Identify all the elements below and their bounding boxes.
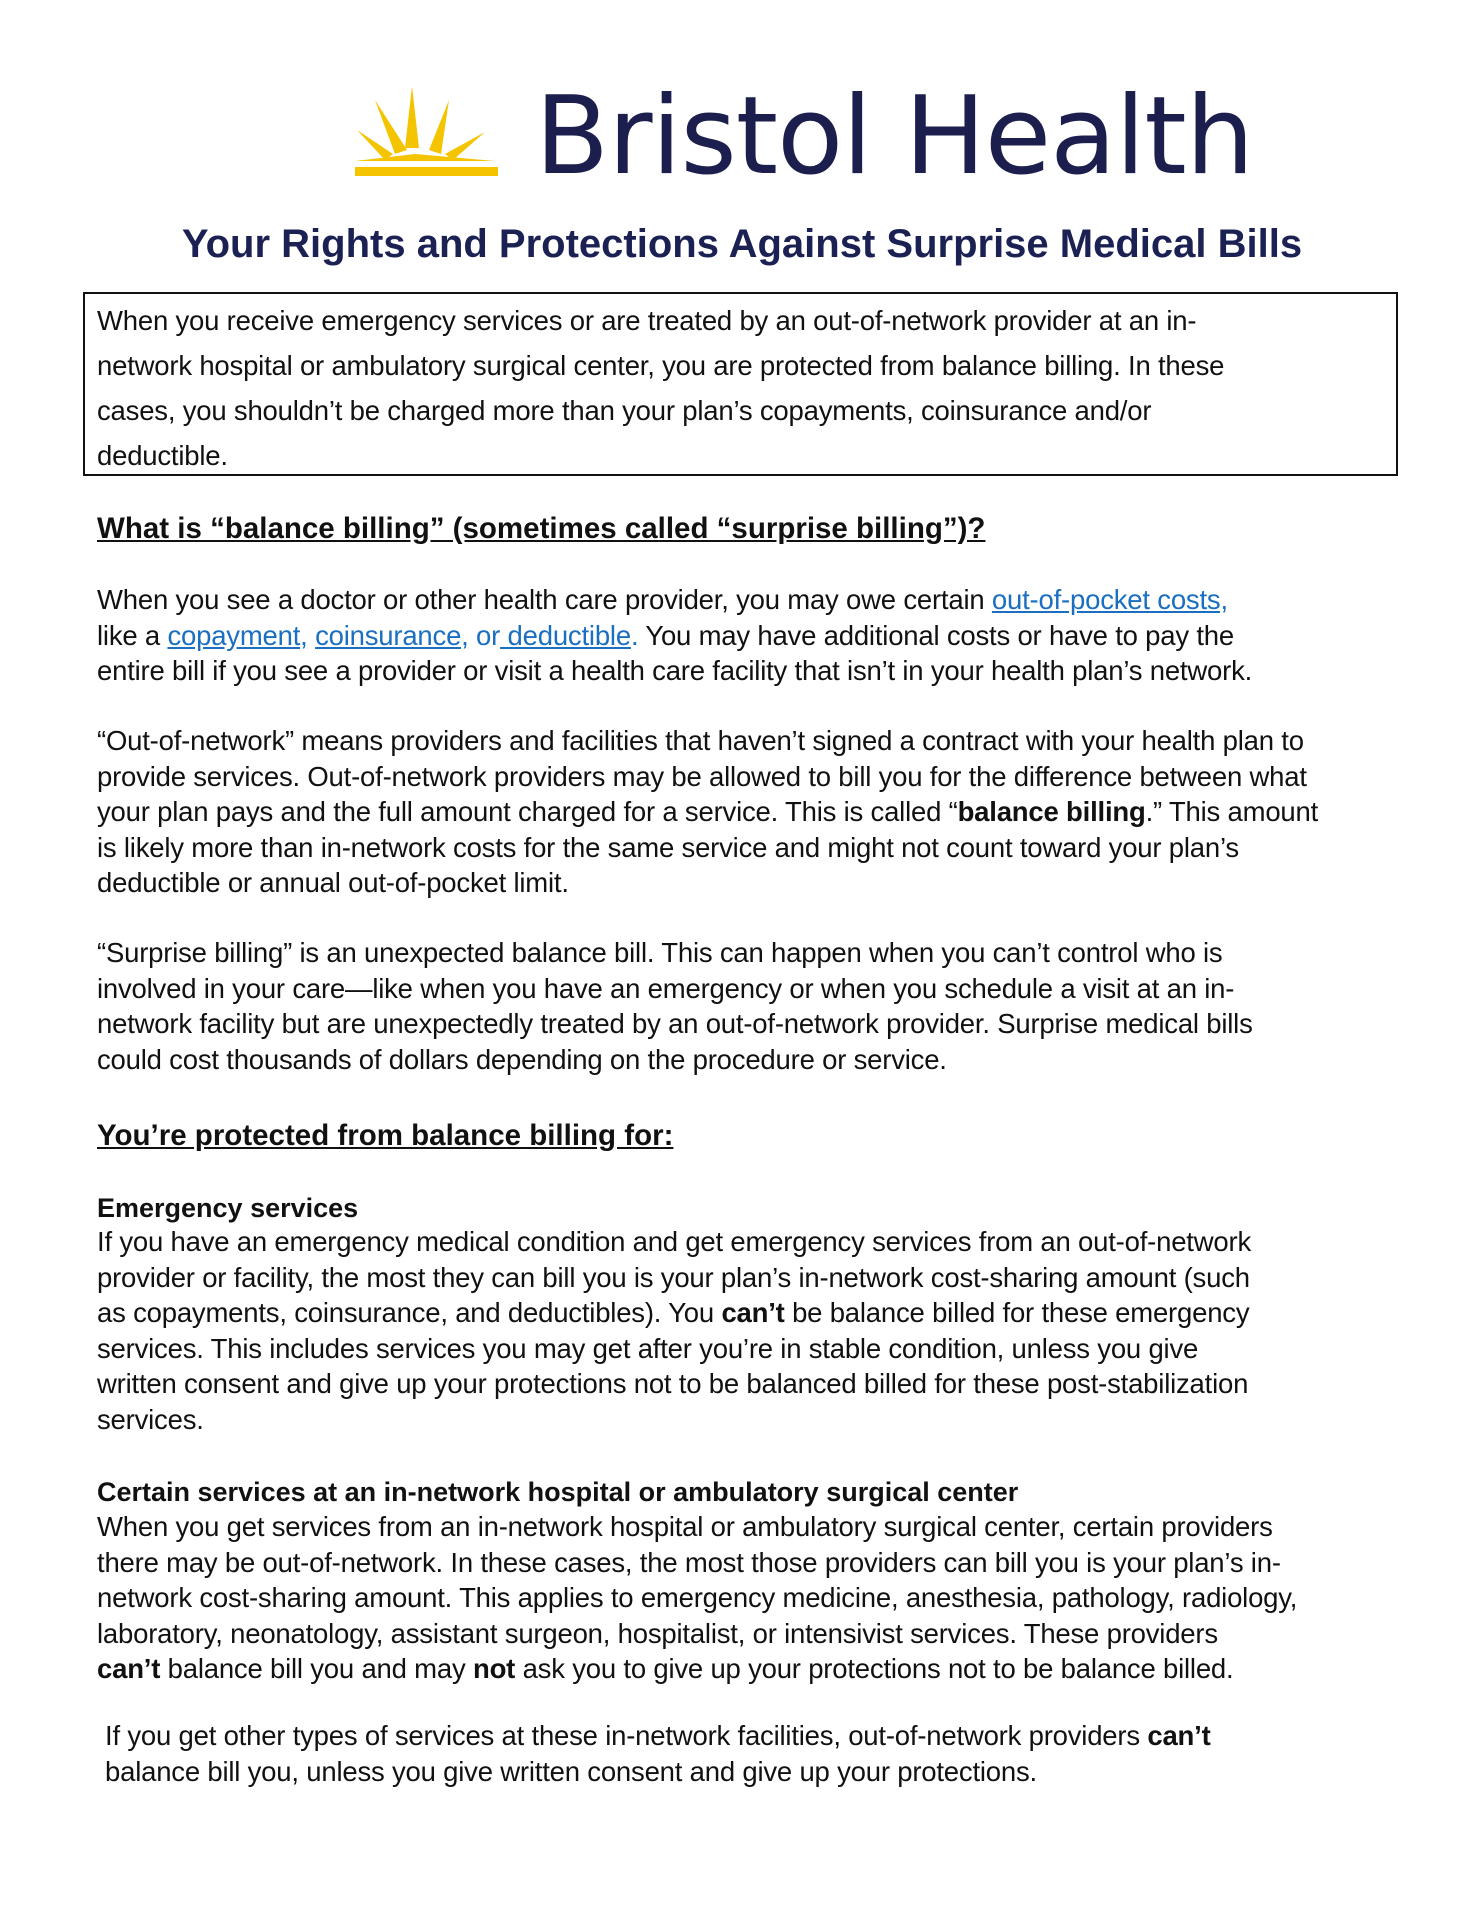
text-run: provide services. Out-of-network providers may be allowed to bill you for the difference between what [97,760,1307,792]
text-line [97,973,1234,1005]
intro-line: network hospital or ambulatory surgical center, you are protected from balance billing. In these [97,350,1225,381]
text-run: services. This includes services you may get after you’re in stable condition, unless you give [97,1332,1199,1364]
text-line [97,1008,1253,1040]
bold-text: can’t [721,1297,785,1328]
text-run: If you get other types of services at these in-network facilities, out-of-network providers [105,1720,1148,1751]
text-line [97,1262,1250,1294]
bold-text: can’t [97,1653,161,1684]
text-run: “Surprise billing” is an unexpected balance bill. This can happen when you can’t control who is [97,937,1223,968]
text-line [97,937,1222,969]
text-line [97,1226,1251,1258]
intro-line: cases, you shouldn’t be charged more than your plan’s copayments, coinsurance and/or [97,395,1152,426]
text-run: be balance billed for these emergency [784,1297,1250,1328]
bold-text: not [472,1653,516,1684]
intro-line: deductible. [97,440,228,471]
text-run: is likely more than in-network costs for the same service and might not count toward your plan’s [97,831,1239,863]
text-line [97,1547,1281,1579]
text-run: “Out-of-network” means providers and facilities that haven’t signed a contract with your health plan to [97,725,1304,756]
text-run: You may have additional costs or have to pay the [638,619,1234,651]
text-run: deductible or annual out-of-pocket limit. [97,867,569,898]
text-run [308,620,315,651]
text-run: or [468,619,501,651]
text-run: services. [97,1403,204,1435]
text-line [97,584,1228,616]
text-line [105,1720,1211,1752]
text-run: network cost-sharing amount. This applies to emergency medicine, anesthesia, pathology, radiology, [97,1582,1298,1613]
intro-box [83,292,1398,476]
text-line [97,620,1234,652]
text-line [97,832,1239,864]
text-line [97,1333,1198,1365]
text-run: .” This amount [1145,796,1319,827]
subheading-emergency-services: Emergency services [97,1193,359,1223]
text-line [97,1511,1273,1543]
text-run: as copayments, coinsurance, and deductibles). You [97,1297,722,1328]
text-line [97,725,1304,757]
text-line [97,655,1252,687]
text-line [97,1653,1233,1685]
text-line [97,867,569,899]
glossary-link[interactable]: coinsurance, [315,619,469,651]
text-line [97,1404,204,1436]
text-run: network facility but are unexpectedly treated by an out-of-network provider. Surprise medical bills [97,1008,1253,1039]
text-run: your plan pays and the full amount charged for a service. This is called “ [97,796,958,827]
intro-line: When you receive emergency services or are treated by an out-of-network provider at an in- [97,305,1197,336]
bold-text: balance billing [957,796,1146,827]
bold-text: can’t [1147,1720,1211,1751]
sun-icon [355,88,505,178]
section-heading-protected: You’re protected from balance billing for: [97,1119,674,1152]
text-run: involved in your care—like when you have an emergency or when you schedule a visit at an in- [97,972,1235,1004]
section-heading-balance-billing: What is “balance billing” (sometimes called “surprise billing”)? [97,512,986,545]
bristol-health-logo [355,74,1254,199]
text-line [97,1044,947,1076]
text-run: If you have an emergency medical condition and get emergency services from an out-of-network [97,1226,1252,1257]
subheading-certain-services: Certain services at an in-network hospital or ambulatory surgical center [97,1477,1019,1507]
text-run: written consent and give up your protections not to be balanced billed for these post-stabilization [97,1368,1249,1399]
text-run: there may be out-of-network. In these cases, the most those providers can bill you is your plan’s in- [97,1546,1281,1578]
text-run: provider or facility, the most they can bill you is your plan’s in-network cost-sharing amount (such [97,1261,1250,1293]
glossary-link[interactable]: out-of-pocket costs, [991,584,1228,615]
text-run: entire bill if you see a provider or visit a health care facility that isn’t in your health plan’s network. [97,655,1253,686]
text-line [97,1582,1297,1614]
text-run: like a [97,619,168,651]
text-run: balance bill you, unless you give written consent and give up your protections. [105,1755,1037,1787]
text-run: laboratory, neonatology, assistant surgeon, hospitalist, or intensivist services. These providers [97,1617,1218,1649]
text-line [97,761,1307,793]
text-line [97,1368,1248,1400]
text-run: could cost thousands of dollars depending on the procedure or service. [97,1043,947,1075]
text-line [105,1756,1037,1788]
logo-text: Bristol Health [535,74,1254,199]
page-title: Your Rights and Protections Against Surprise Medical Bills [181,222,1303,266]
glossary-link[interactable]: deductible [500,619,631,651]
text-run: When you get services from an in-network hospital or ambulatory surgical center, certain providers [97,1511,1273,1542]
text-line [97,1618,1218,1650]
text-line [97,796,1318,828]
text-run: ask you to give up your protections not to be balance billed. [515,1653,1234,1684]
text-run: When you see a doctor or other health care provider, you may owe certain [97,584,992,615]
glossary-link[interactable]: copayment, [167,619,308,651]
text-run: balance bill you and may [160,1653,473,1684]
text-run: . [630,619,639,651]
text-line [97,1297,1249,1329]
